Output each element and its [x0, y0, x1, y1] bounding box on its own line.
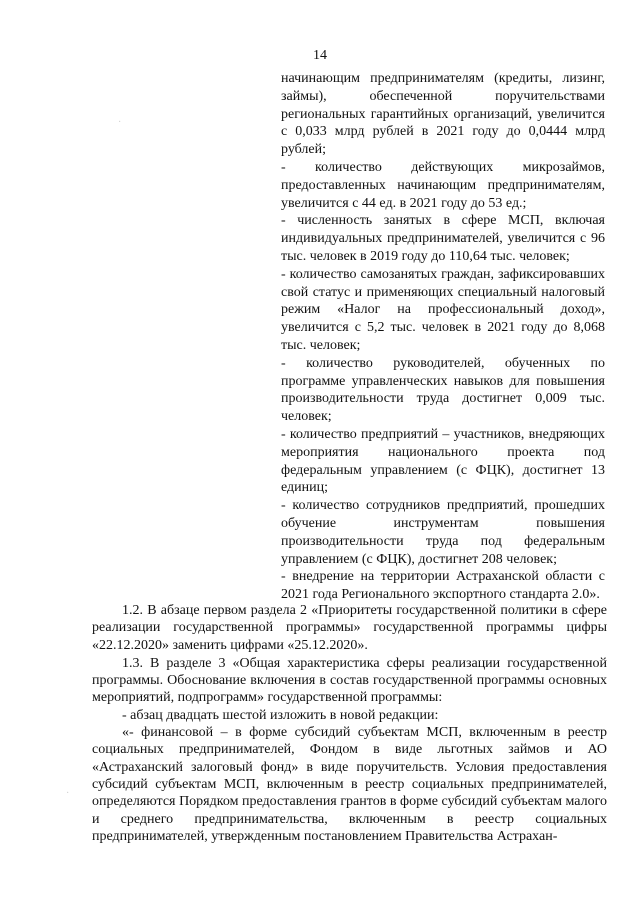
scan-speck: ·: [118, 117, 122, 128]
section-1-2-paragraph: 1.2. В абзаце первом раздела 2 «Приоритеты государственной политики в сфере реализации государственной программы» государственной программы цифры «22.12.2020» заменить цифрами «25.12.2020».: [92, 603, 607, 653]
column-paragraph: - внедрение на территории Астраханской области с 2021 года Регионального экспортного стандарта 2.0».: [281, 569, 605, 603]
column-paragraph: - численность занятых в сфере МСП, включая индивидуальных предпринимателей, увеличится с 96 тыс. человек в 2019 году до 110,64 тыс. человек;: [281, 213, 605, 264]
new-wording-paragraph: «- финансовой – в форме субсидий субъектам МСП, включенным в реестр социальных предпринимателей, Фондом в виде льготных займов и АО «Астраханский залоговый фонд» в виде поручительств. Условия предоставления субсидий субъектам МСП, включенным в реестр социальных предпринимателей, определяются Порядком предоставления грантов в форме субсидий субъектам малого и среднего предпринимательства, включенным в реестр социальных предпринимателей, утвержденным постановлением Правительства Астрахан-: [92, 725, 607, 844]
amendment-text-column: [281, 70, 605, 604]
column-paragraph: - количество руководителей, обученных по программе управленческих навыков для повышения производительности труда достигнет 0,009 тыс. человек;: [281, 355, 605, 425]
item-paragraph: - абзац двадцать шестой изложить в новой редакции:: [122, 707, 439, 723]
column-paragraph: - количество действующих микрозаймов, предоставленных начинающим предпринимателям, увеличится с 44 ед. в 2021 году до 53 ед.;: [281, 159, 605, 211]
column-paragraph: начинающим предпринимателям (кредиты, лизинг, займы), обеспеченной поручительствами региональных гарантийных организаций, увеличится с 0,033 млрд рублей в 2021 году до 0,0444 млрд рублей;: [281, 71, 605, 158]
scan-speck: ·: [66, 788, 70, 799]
section-1-3-paragraph: 1.3. В разделе 3 «Общая характеристика сферы реализации государственной программы. Обоснование включения в состав государственной программы основных мероприятий, подпрограмм» государственной программы:: [92, 655, 607, 706]
page-number: 14: [313, 48, 327, 63]
column-paragraph: - количество самозанятых граждан, зафиксировавших свой статус и применяющих специальный налоговый режим «Налог на профессиональный доход», увеличится с 5,2 тыс. человек в 2021 году до 8,068 тыс. человек;: [281, 266, 605, 353]
column-paragraph: - количество предприятий – участников, внедряющих мероприятия национального проекта под федеральным управлением (с ФЦК), достигнет 13 единиц;: [281, 426, 605, 496]
column-paragraph: - количество сотрудников предприятий, прошедших обучение инструментам повышения производительности труда под федеральным управлением (с ФЦК), достигнет 208 человек;: [281, 498, 605, 567]
main-text-block: [92, 602, 607, 845]
